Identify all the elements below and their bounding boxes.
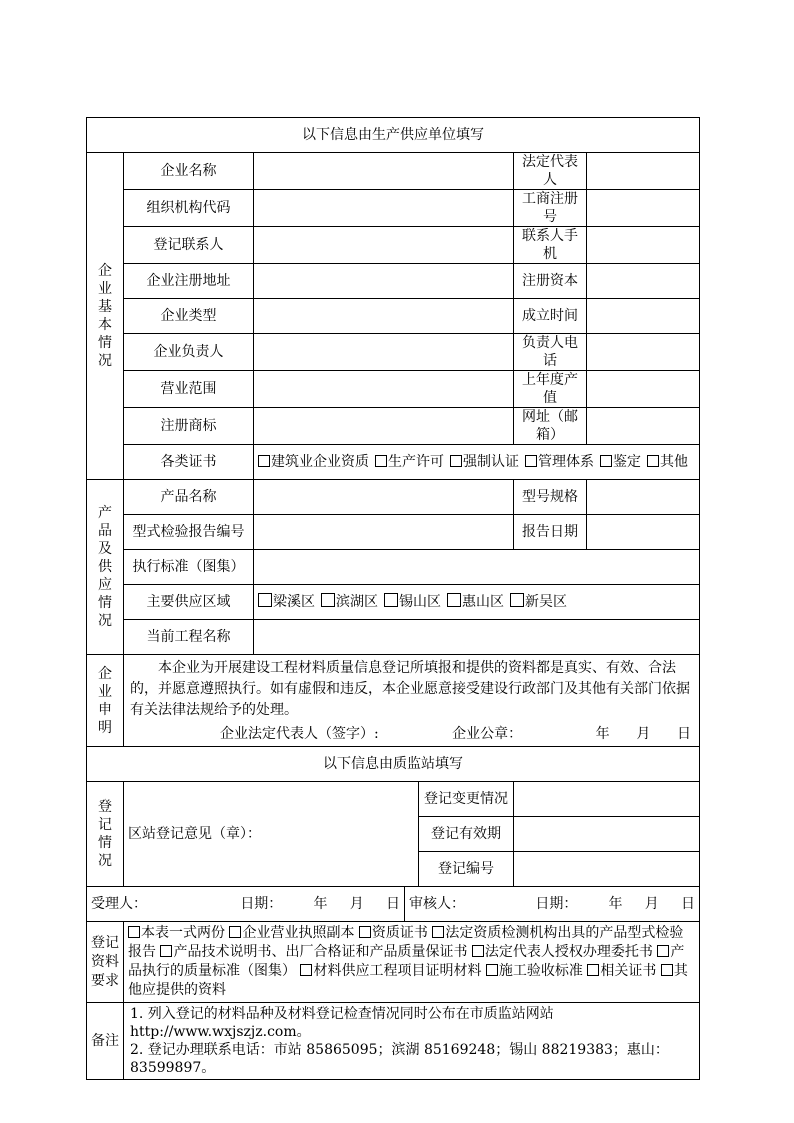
- validity-field[interactable]: [514, 817, 700, 852]
- receiver-label: 受理人：: [91, 896, 147, 912]
- model-field[interactable]: [587, 480, 700, 515]
- manager-phone-label: 负责人电话: [514, 334, 587, 371]
- cert-option[interactable]: 生产许可: [375, 453, 444, 471]
- project-label: 当前工程名称: [124, 620, 254, 655]
- website-label: 网址（邮箱）: [514, 408, 587, 445]
- checkbox-icon: [600, 455, 612, 467]
- declaration-cell: [124, 655, 700, 747]
- checkbox-icon: [258, 593, 272, 607]
- manager-field[interactable]: [254, 334, 514, 371]
- enterprise-section-label: 企 业 基 本 情 况: [87, 153, 124, 480]
- requirement-item: 本表一式两份: [128, 925, 225, 941]
- standard-field[interactable]: [254, 550, 700, 585]
- reg-capital-label: 注册资本: [514, 264, 587, 299]
- cert-option[interactable]: 管理体系: [525, 453, 594, 471]
- checkbox-icon: [300, 964, 312, 976]
- checkbox-icon: [375, 455, 387, 467]
- standard-label: 执行标准（图集）: [124, 550, 254, 585]
- seal-label: 企业公章：: [452, 726, 523, 742]
- address-field[interactable]: [254, 264, 514, 299]
- checkbox-icon: [647, 455, 659, 467]
- reg-number-label: 登记编号: [419, 852, 514, 887]
- website-field[interactable]: [587, 408, 700, 445]
- checkbox-icon: [321, 593, 335, 607]
- checkbox-icon: [447, 593, 461, 607]
- supply-area-options: [254, 585, 700, 620]
- cert-option[interactable]: 其他: [647, 453, 688, 471]
- legal-rep-label: 法定代表人: [514, 153, 587, 190]
- receiver-date: 日期： 年 月 日: [240, 896, 400, 912]
- contact-label: 登记联系人: [124, 227, 254, 264]
- area-option[interactable]: 梁溪区: [258, 593, 315, 611]
- project-field[interactable]: [254, 620, 700, 655]
- area-option[interactable]: 滨湖区: [321, 593, 378, 611]
- product-name-label: 产品名称: [124, 480, 254, 515]
- requirement-item: 产品执行的质量标准（图集）: [128, 944, 685, 979]
- station-section-header: 以下信息由质监站填写: [87, 747, 700, 782]
- reviewer-label: 审核人：: [409, 896, 465, 912]
- biz-reg-no-label: 工商注册号: [514, 190, 587, 227]
- requirements-section-label: 登记 资料 要求: [87, 922, 124, 1003]
- remarks-label: 备注: [87, 1003, 124, 1080]
- declaration-signature-line: [130, 725, 693, 743]
- trademark-field[interactable]: [254, 408, 514, 445]
- org-code-field[interactable]: [254, 190, 514, 227]
- checkbox-icon: [229, 926, 241, 938]
- validity-label: 登记有效期: [419, 817, 514, 852]
- founded-label: 成立时间: [514, 299, 587, 334]
- product-section-label: 产 品 及 供 应 情 况: [87, 480, 124, 655]
- last-year-output-field[interactable]: [587, 371, 700, 408]
- reviewer-date: 日期： 年 月 日: [535, 896, 696, 912]
- checkbox-icon: [657, 945, 669, 957]
- scope-field[interactable]: [254, 371, 514, 408]
- checkbox-icon: [160, 945, 172, 957]
- checkbox-icon: [587, 964, 599, 976]
- receiver-cell[interactable]: [87, 887, 405, 922]
- checkbox-icon: [128, 926, 140, 938]
- company-type-field[interactable]: [254, 299, 514, 334]
- requirement-item: 法定资质检测机构出具的产品型式检验报告: [128, 925, 684, 960]
- requirements-list: [124, 922, 700, 1003]
- checkbox-icon: [661, 964, 673, 976]
- cert-option[interactable]: 强制认证: [450, 453, 519, 471]
- checkbox-icon: [525, 455, 537, 467]
- contact-phone-label: 联系人手机: [514, 227, 587, 264]
- requirement-item: 资质证书: [359, 925, 428, 941]
- checkbox-icon: [510, 593, 524, 607]
- cert-option[interactable]: 鉴定: [600, 453, 641, 471]
- area-option[interactable]: 锡山区: [384, 593, 441, 611]
- legal-sign-label: 企业法定代表人（签字）:: [220, 726, 379, 742]
- area-option[interactable]: 惠山区: [447, 593, 504, 611]
- certs-label: 各类证书: [124, 445, 254, 480]
- contact-phone-field[interactable]: [587, 227, 700, 264]
- requirement-item: 施工验收标准: [486, 963, 583, 979]
- requirement-item: 企业营业执照副本: [229, 925, 354, 941]
- product-name-field[interactable]: [254, 480, 514, 515]
- supply-area-label: 主要供应区域: [124, 585, 254, 620]
- remark-line: 2. 登记办理联系电话：市站 85865095；滨湖 85169248；锡山 88219383；惠山：83599897。: [130, 1042, 669, 1076]
- remarks-cell: [124, 1003, 700, 1080]
- requirement-item: 其他应提供的资料: [128, 963, 688, 998]
- declaration-date: 年 月 日: [595, 726, 692, 742]
- remark-line: 1. 列入登记的材料品种及材料登记检查情况同时公布在市质监站网站 http://www.wxjszjz.com。: [130, 1006, 554, 1040]
- contact-field[interactable]: [254, 227, 514, 264]
- district-opinion-field[interactable]: [124, 782, 419, 887]
- certs-options: [254, 445, 700, 480]
- declaration-section-label: 企 业 申 明: [87, 655, 124, 747]
- checkbox-icon: [472, 945, 484, 957]
- requirement-item: 产品技术说明书、出厂合格证和产品质量保证书: [160, 944, 467, 960]
- district-opinion-label: 区站登记意见（章）：: [128, 826, 261, 842]
- cert-option[interactable]: 建筑业企业资质: [258, 453, 369, 471]
- declaration-text: 本企业为开展建设工程材料质量信息登记所填报和提供的资料都是真实、有效、合法的，并愿意遵照执行。如有虚假和违反，本企业愿意接受建设行政部门及其他有关部门依据有关法律法规给予的处理。: [130, 660, 690, 718]
- report-date-field[interactable]: [587, 515, 700, 550]
- address-label: 企业注册地址: [124, 264, 254, 299]
- model-label: 型号规格: [514, 480, 587, 515]
- requirement-item: 法定代表人授权办理委托书: [472, 944, 653, 960]
- requirement-item: 材料供应工程项目证明材料: [300, 963, 481, 979]
- founded-field[interactable]: [587, 299, 700, 334]
- scope-label: 营业范围: [124, 371, 254, 408]
- manager-phone-field[interactable]: [587, 334, 700, 371]
- change-field[interactable]: [514, 782, 700, 817]
- registration-form: [86, 117, 700, 1080]
- checkbox-icon: [486, 964, 498, 976]
- trademark-label: 注册商标: [124, 408, 254, 445]
- last-year-output-label: 上年度产值: [514, 371, 587, 408]
- org-code-label: 组织机构代码: [124, 190, 254, 227]
- checkbox-icon: [258, 455, 270, 467]
- registration-section-label: 登 记 情 况: [87, 782, 124, 887]
- report-no-label: 型式检验报告编号: [124, 515, 254, 550]
- company-name-field[interactable]: [254, 153, 514, 190]
- change-label: 登记变更情况: [419, 782, 514, 817]
- checkbox-icon: [432, 926, 444, 938]
- requirement-item: 相关证书: [587, 963, 656, 979]
- company-type-label: 企业类型: [124, 299, 254, 334]
- biz-reg-no-field[interactable]: [587, 190, 700, 227]
- legal-rep-field[interactable]: [587, 153, 700, 190]
- report-date-label: 报告日期: [514, 515, 587, 550]
- checkbox-icon: [450, 455, 462, 467]
- reg-number-field[interactable]: [514, 852, 700, 887]
- manager-label: 企业负责人: [124, 334, 254, 371]
- reviewer-cell[interactable]: [405, 887, 700, 922]
- producer-section-header: 以下信息由生产供应单位填写: [87, 118, 700, 153]
- area-option[interactable]: 新吴区: [510, 593, 567, 611]
- report-no-field[interactable]: [254, 515, 514, 550]
- checkbox-icon: [359, 926, 371, 938]
- checkbox-icon: [384, 593, 398, 607]
- reg-capital-field[interactable]: [587, 264, 700, 299]
- company-name-label: 企业名称: [124, 153, 254, 190]
